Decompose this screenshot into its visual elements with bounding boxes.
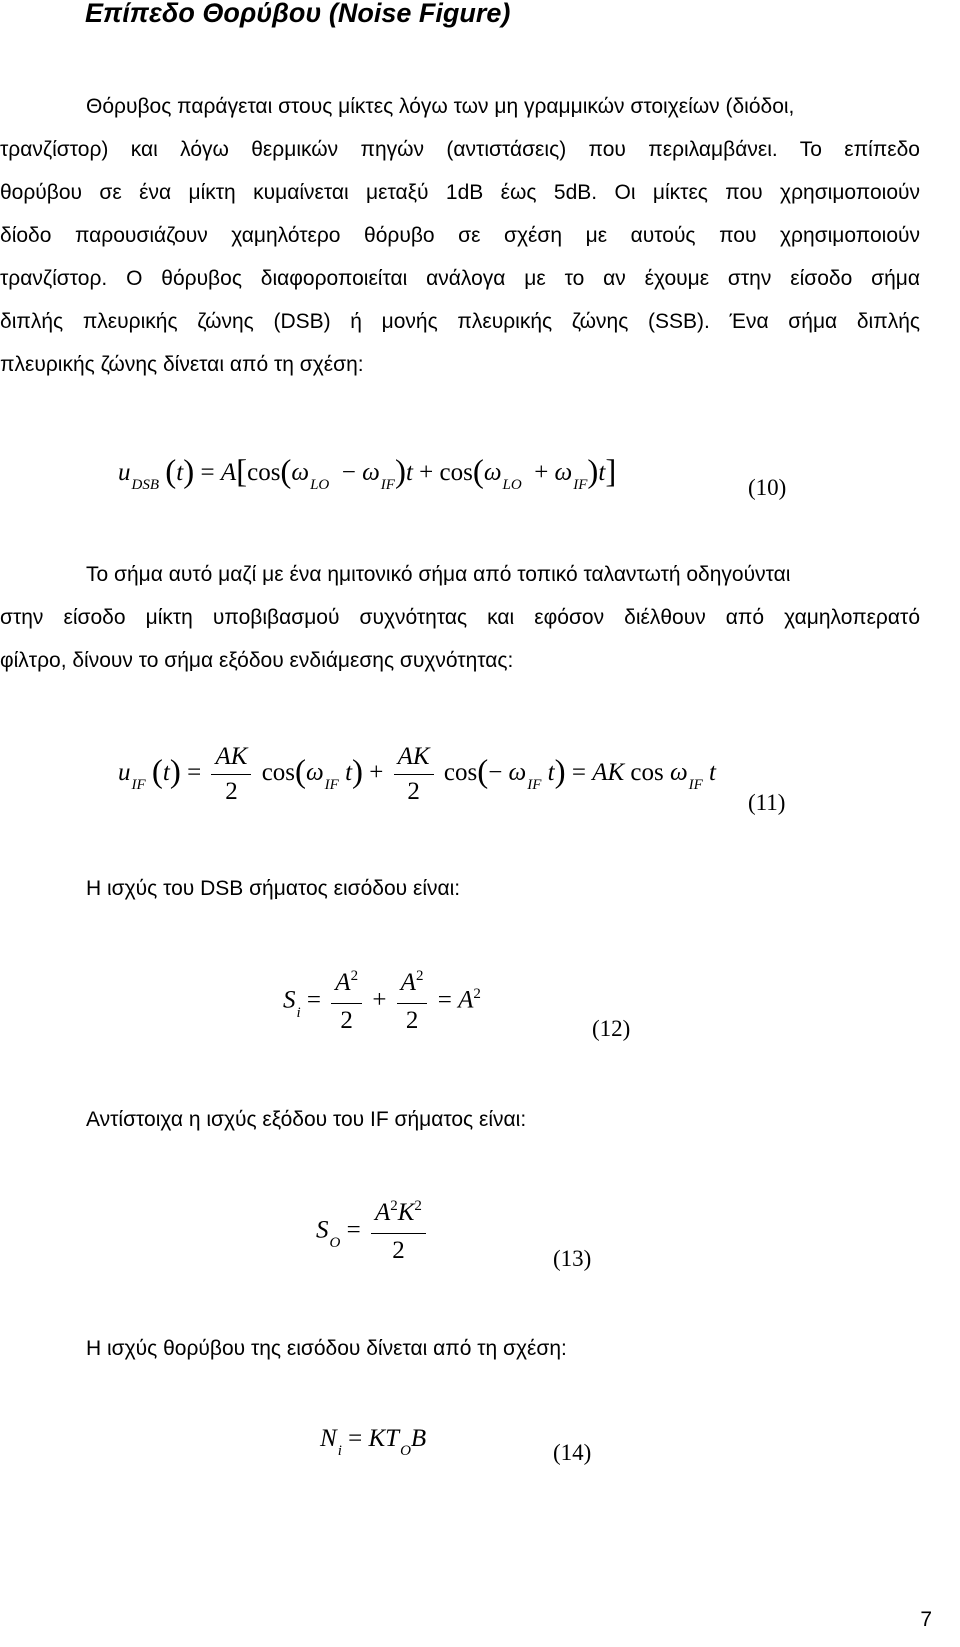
paragraph-line: πλευρικής ζώνης δίνεται από τη σχέση: — [0, 353, 364, 376]
input-power-paragraph — [0, 867, 960, 910]
equation-number: (11) — [748, 790, 786, 815]
equation-number: (10) — [748, 475, 787, 500]
equation-14: $N_i = KT_OB$ — [320, 1425, 427, 1459]
paragraph-line: στην είσοδο μίκτη υποβιβασμού συχνότητας και εφόσον διέλθουν από χαμηλοπερατό — [0, 606, 920, 629]
paragraph-line: τρανζίστορ. Ο θόρυβος διαφοροποιείται ανάλογα με το αν έχουμε στην είσοδο σήμα — [0, 267, 920, 290]
equation-number: (12) — [592, 1016, 631, 1041]
paragraph-line: τρανζίστορ) και λόγω θερμικών πηγών (αντιστάσεις) που περιλαμβάνει. Το επίπεδο — [0, 138, 920, 161]
paragraph-line: Αντίστοιχα η ισχύς εξόδου του IF σήματος είναι: — [86, 1108, 527, 1131]
equation-10: $u_{DSB}$ $(t) = A[\cos(\omega_{LO} - \omega_{IF})t + \cos(\omega_{LO} + \omega_{IF})t]$ — [118, 454, 617, 493]
paragraph-line: φίλτρο, δίνουν το σήμα εξόδου ενδιάμεσης συχνότητας: — [0, 649, 514, 672]
paragraph-line: δίοδο παρουσιάζουν χαμηλότερο θόρυβο σε σχέση με αυτούς που χρησιμοποιούν — [0, 224, 920, 247]
page-number: 7 — [920, 1608, 932, 1631]
fraction: $\frac{AK}{2}$ — [211, 740, 251, 809]
mixer-paragraph — [0, 553, 960, 682]
paragraph-line: Η ισχύς θορύβου της εισόδου δίνεται από τη σχέση: — [86, 1337, 567, 1360]
paragraph-line: διπλής πλευρικής ζώνης (DSB) ή μονής πλευρικής ζώνης (SSB). Ένα σήμα διπλής — [0, 310, 920, 333]
paragraph-line: Το σήμα αυτό μαζί με ένα ημιτονικό σήμα από τοπικό ταλαντωτή οδηγούνται — [86, 563, 791, 586]
fraction: $\frac{A^2K^2}{2}$ — [371, 1196, 426, 1268]
equation-number: (14) — [553, 1440, 592, 1465]
intro-paragraph — [0, 85, 960, 386]
paragraph-line: Θόρυβος παράγεται στους μίκτες λόγω των μη γραμμικών στοιχείων (διόδοι, — [86, 95, 795, 118]
equation-12: $S_i$ = $\frac{A^2}{2}$ + $\frac{A^2}{2}$ = $A^2$ — [283, 966, 481, 1038]
fraction: $\frac{AK}{2}$ — [394, 740, 434, 809]
paragraph-line: θορύβου σε ένα μίκτη κυμαίνεται μεταξύ 1dB έως 5dB. Οι μίκτες που χρησιμοποιούν — [0, 181, 920, 204]
output-power-paragraph — [0, 1098, 960, 1141]
noise-power-paragraph — [0, 1327, 960, 1370]
equation-13: $S_O$ = $\frac{A^2K^2}{2}$ — [316, 1196, 430, 1268]
paragraph-line: Η ισχύς του DSB σήματος εισόδου είναι: — [86, 877, 461, 900]
equation-11: $u_{IF}$ (t) = $\frac{AK}{2}$ $\cos(\omega_{IF}$ t) + $\frac{AK}{2}$ $\cos(- \omega_{IF}$ t) = AK $\cos \omega_{IF}$ t — [118, 740, 716, 809]
section-title: Επίπεδο Θορύβου (Noise Figure) — [85, 0, 511, 28]
fraction: $\frac{A^2}{2}$ — [397, 966, 428, 1038]
fraction: $\frac{A^2}{2}$ — [331, 966, 362, 1038]
equation-number: (13) — [553, 1246, 592, 1271]
